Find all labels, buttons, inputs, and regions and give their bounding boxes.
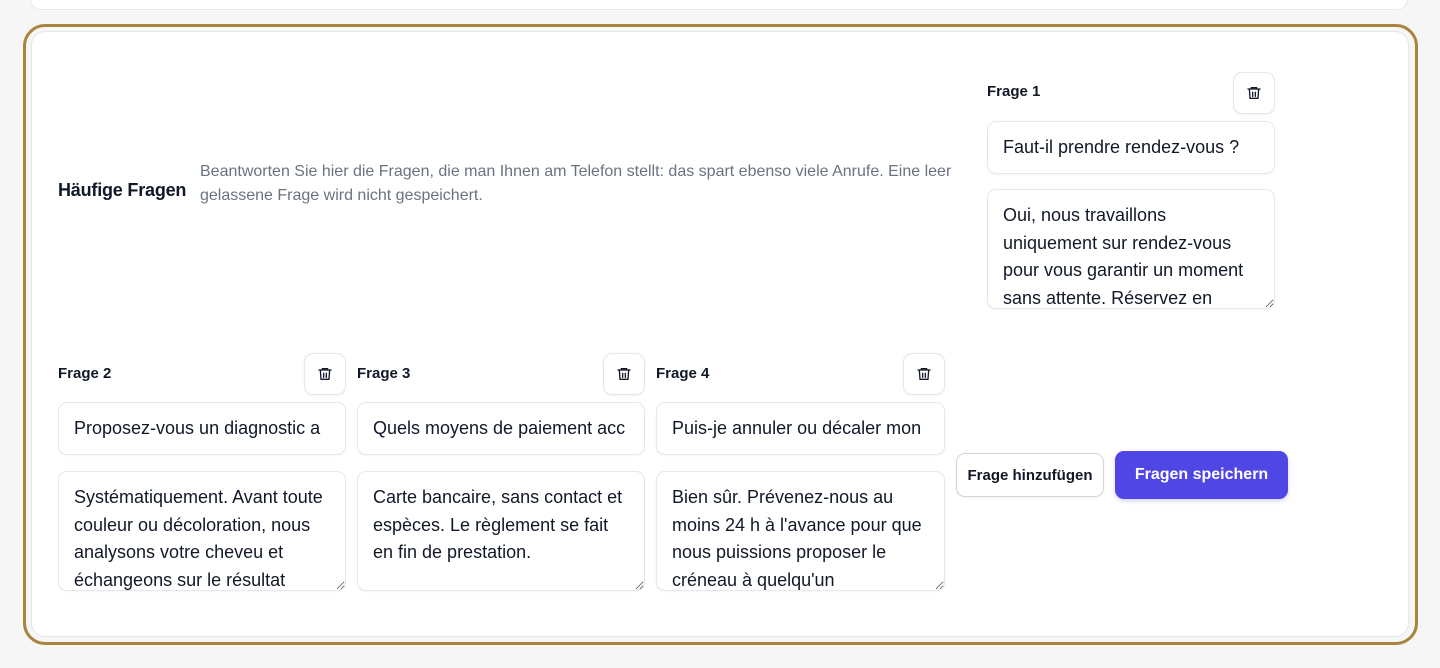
faq-1-answer-textarea[interactable] xyxy=(987,189,1275,309)
faq-4-label: Frage 4 xyxy=(656,365,710,382)
trash-icon xyxy=(616,366,632,382)
faq-4-delete-button[interactable] xyxy=(903,353,945,395)
faq-1-delete-button[interactable] xyxy=(1233,72,1275,114)
trash-icon xyxy=(916,366,932,382)
add-question-button[interactable]: Frage hinzufügen xyxy=(956,453,1104,497)
faq-2-question-input[interactable] xyxy=(58,402,346,455)
faq-3-delete-button[interactable] xyxy=(603,353,645,395)
faq-3-question-input[interactable] xyxy=(357,402,645,455)
faq-2-label: Frage 2 xyxy=(58,365,112,382)
faq-4-question-input[interactable] xyxy=(656,402,945,455)
faq-2-delete-button[interactable] xyxy=(304,353,346,395)
save-questions-button[interactable]: Fragen speichern xyxy=(1115,451,1288,499)
section-title: Häufige Fragen xyxy=(58,180,187,200)
faq-1-question-input[interactable] xyxy=(987,121,1275,174)
faq-1-label: Frage 1 xyxy=(987,83,1041,100)
faq-3-label: Frage 3 xyxy=(357,365,411,382)
faq-3-answer-textarea[interactable] xyxy=(357,471,645,591)
previous-card xyxy=(30,0,1408,10)
trash-icon xyxy=(1246,85,1262,101)
faq-2-answer-textarea[interactable] xyxy=(58,471,346,591)
section-description: Beantworten Sie hier die Fragen, die man Ihnen am Telefon stellt: das spart ebenso viele Anrufe. Eine leer gelassene Frage wird nicht gespeichert. xyxy=(200,163,952,204)
trash-icon xyxy=(317,366,333,382)
faq-4-answer-textarea[interactable] xyxy=(656,471,945,591)
